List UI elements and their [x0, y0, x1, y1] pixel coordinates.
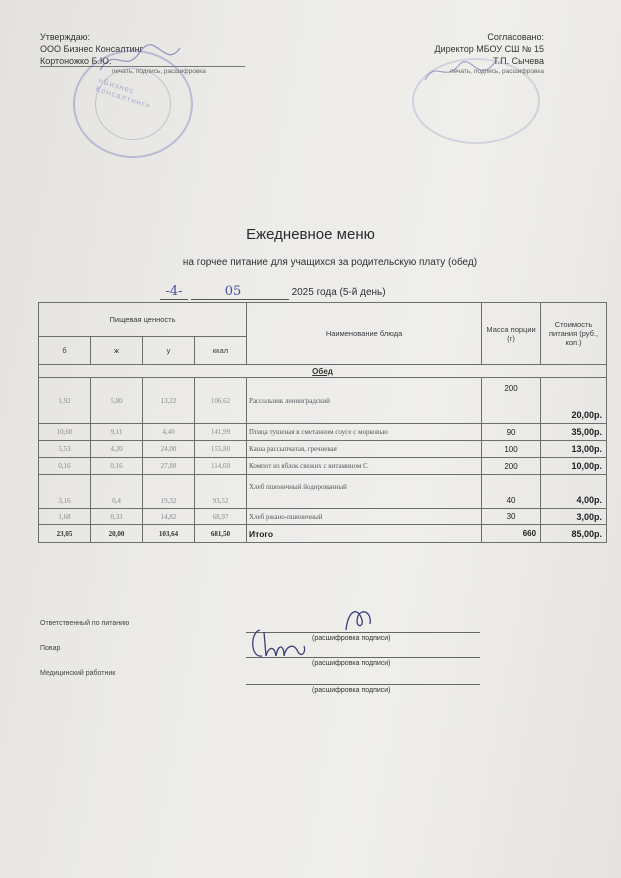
- cell-kcal: 114,60: [195, 458, 247, 475]
- approval-caption: печать, подпись, расшифровка: [112, 68, 206, 75]
- cell-zh: 9,11: [91, 424, 143, 441]
- cell-b: 10,60: [39, 424, 91, 441]
- date-day: -4-: [165, 284, 183, 299]
- approval-title: Утверждаю:: [40, 32, 91, 42]
- page-title: Ежедневное меню: [246, 226, 375, 243]
- cell-zh: 0,33: [91, 509, 143, 525]
- table-row: [39, 441, 607, 458]
- header-price: Стоимость питания (руб., коп.): [541, 303, 607, 365]
- cell-mass: 200: [482, 378, 541, 424]
- cell-zh: 0,4: [91, 475, 143, 509]
- cell-zh: 0,16: [91, 458, 143, 475]
- menu-table: [38, 302, 607, 543]
- approval-org: ООО Бизнес Консалтинг: [40, 44, 143, 54]
- cell-kcal: 155,80: [195, 441, 247, 458]
- date-month: 05: [224, 284, 242, 299]
- header-nutrition: Пищевая ценность: [39, 303, 247, 337]
- total-kcal: 681,50: [195, 525, 247, 543]
- cell-price: 4,00р.: [541, 475, 607, 509]
- cell-price: 3,00р.: [541, 509, 607, 525]
- cell-mass: 90: [482, 424, 541, 441]
- table-row: [39, 378, 607, 424]
- medic-decode: (расшифровка подписи): [312, 687, 391, 694]
- cell-kcal: 68,97: [195, 509, 247, 525]
- table-row: [39, 458, 607, 475]
- cell-b: 0,16: [39, 458, 91, 475]
- page-subtitle: на горчее питание для учащихся за родительскую плату (обед): [182, 257, 478, 268]
- table-row: [39, 509, 607, 525]
- cell-dish: Рассольник ленинградский: [247, 378, 482, 424]
- agreement-caption: печать, подпись, расшифровка: [450, 68, 544, 75]
- header-zh: ж: [91, 337, 143, 365]
- cell-u: 14,82: [143, 509, 195, 525]
- header-b: б: [39, 337, 91, 365]
- table-row: [39, 475, 607, 509]
- cell-price: 20,00р.: [541, 378, 607, 424]
- stamp-text: «Бизнес Консалтинг»: [94, 75, 153, 111]
- responsible-label: Ответственный по питанию: [40, 620, 130, 627]
- cell-u: 19,32: [143, 475, 195, 509]
- cell-zh: 5,80: [91, 378, 143, 424]
- cell-u: 24,00: [143, 441, 195, 458]
- cell-u: 13,22: [143, 378, 195, 424]
- total-zh: 20,00: [91, 525, 143, 543]
- cook-signature: [248, 622, 308, 664]
- cell-b: 3,16: [39, 475, 91, 509]
- agreement-name: Т.П. Сычева: [493, 56, 544, 66]
- agreement-block: [392, 31, 544, 76]
- total-u: 103,64: [143, 525, 195, 543]
- cell-zh: 4,20: [91, 441, 143, 458]
- cook-decode: (расшифровка подписи): [312, 660, 391, 667]
- cell-mass: 200: [482, 458, 541, 475]
- cell-dish: Птица тушеная в сметанном соусе с морковью: [247, 424, 482, 441]
- director-signature-scrawl: [95, 40, 185, 80]
- cell-kcal: 93,52: [195, 475, 247, 509]
- cell-dish: Хлеб пшеничный йодированный: [247, 475, 482, 509]
- cell-price: 10,00р.: [541, 458, 607, 475]
- total-mass: 660: [482, 525, 541, 543]
- medic-label: Медицинский работник: [40, 670, 116, 677]
- approval-name: Кортоножко Б.Ю.: [40, 55, 245, 67]
- cell-b: 5,53: [39, 441, 91, 458]
- responsible-signature: [340, 604, 380, 636]
- agreement-position: Директор МБОУ СШ № 15: [434, 44, 544, 54]
- header-dish: Наименование блюда: [247, 303, 482, 365]
- header-kcal: ккал: [195, 337, 247, 365]
- cell-mass: 40: [482, 475, 541, 509]
- cell-b: 1,68: [39, 509, 91, 525]
- total-row: [39, 525, 607, 543]
- cell-dish: Хлеб ржано-пшеничный: [247, 509, 482, 525]
- cell-b: 1,92: [39, 378, 91, 424]
- cell-mass: 30: [482, 509, 541, 525]
- cell-price: 13,00р.: [541, 441, 607, 458]
- medic-sign-line: [246, 684, 480, 685]
- total-price: 85,00р.: [541, 525, 607, 543]
- total-b: 23,05: [39, 525, 91, 543]
- date-line: [160, 284, 386, 300]
- cell-u: 4,40: [143, 424, 195, 441]
- header-u: у: [143, 337, 195, 365]
- cook-label: Повар: [40, 645, 61, 652]
- cell-kcal: 141,99: [195, 424, 247, 441]
- table-row: [39, 424, 607, 441]
- date-year: 2025 года (5-й день): [291, 287, 386, 298]
- responsible-decode: (расшифровка подписи): [312, 635, 391, 642]
- cell-dish: Компот из яблок свежих с витамином С: [247, 458, 482, 475]
- cell-kcal: 106,62: [195, 378, 247, 424]
- agreement-title: Согласовано:: [487, 32, 544, 42]
- header-mass: Масса порции (г): [482, 303, 541, 365]
- cell-u: 27,88: [143, 458, 195, 475]
- cell-price: 35,00р.: [541, 424, 607, 441]
- cell-mass: 100: [482, 441, 541, 458]
- section-lunch: Обед: [39, 365, 607, 378]
- total-label: Итого: [247, 525, 482, 543]
- cell-dish: Каша рассыпчатая, гречневая: [247, 441, 482, 458]
